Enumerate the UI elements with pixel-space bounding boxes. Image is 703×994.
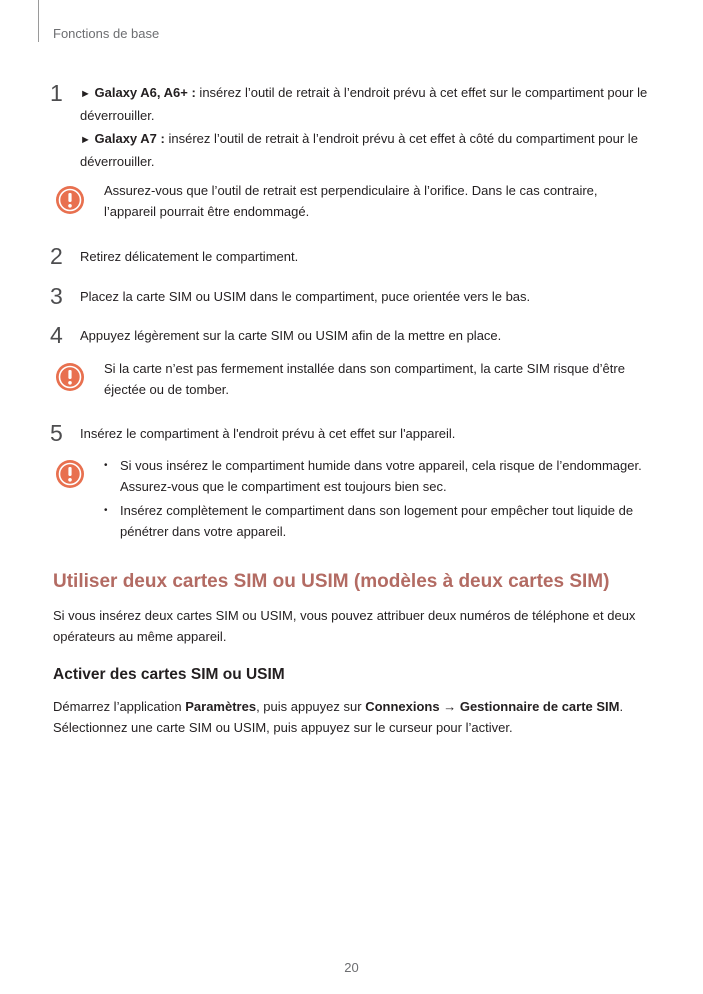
menu-connexions: Connexions	[365, 699, 440, 714]
step-number-1: 1	[50, 80, 63, 106]
paragraph-text: .	[619, 699, 624, 714]
subsection-title: Activer des cartes SIM ou USIM	[53, 666, 285, 683]
paragraph-text: Sélectionnez une carte SIM ou USIM, puis appuyez sur le curseur pour l’activer.	[53, 720, 513, 735]
bullet-text: Si vous insérez le compartiment humide dans votre appareil, cela risque de l’endommager. Assurez-vous que le compartiment est toujours bien sec.	[120, 458, 642, 494]
bullet-icon: •	[104, 460, 108, 471]
step-number-5: 5	[50, 420, 63, 446]
list-item	[104, 500, 649, 542]
bullet-text: Insérez complètement le compartiment dans son logement pour empêcher tout liquide de pénétrer dans votre appareil.	[120, 503, 634, 539]
warning-icon	[55, 459, 85, 489]
note-bullet-list	[104, 455, 649, 545]
model-label-a6: Galaxy A6, A6+ :	[94, 85, 196, 100]
warning-icon	[55, 362, 85, 392]
arrow-icon: ►	[80, 88, 91, 100]
paragraph-text: Démarrez l’application	[53, 699, 186, 714]
note-text: Assurez-vous que l’outil de retrait est perpendiculaire à l’orifice. Dans le cas contraire, l’appareil pourrait être endommagé.	[104, 183, 598, 219]
step-1-a7-instruction: insérez l’outil de retrait à l’endroit prévu à cet effet à côté du compartiment pour le déverrouiller.	[80, 131, 638, 169]
step-3-text: Placez la carte SIM ou USIM dans le compartiment, puce orientée vers le bas.	[80, 289, 531, 304]
step-number-3: 3	[50, 283, 63, 309]
list-item	[104, 455, 649, 497]
step-1-a6-instruction: insérez l’outil de retrait à l’endroit prévu à cet effet sur le compartiment pour le déverrouiller.	[80, 85, 648, 123]
header-divider	[38, 0, 39, 42]
section-intro: Si vous insérez deux cartes SIM ou USIM, vous pouvez attribuer deux numéros de téléphone et deux opérateurs au même appareil.	[53, 608, 636, 644]
arrow-icon: ►	[80, 134, 91, 146]
warning-icon	[55, 185, 85, 215]
step-number-4: 4	[50, 322, 63, 348]
step-5-text: Insérez le compartiment à l'endroit prévu à cet effet sur l'appareil.	[80, 426, 456, 441]
arrow-separator: →	[439, 699, 460, 714]
section-title: Utiliser deux cartes SIM ou USIM (modèles à deux cartes SIM)	[53, 571, 610, 592]
app-name: Paramètres	[185, 699, 257, 714]
note-text: Si la carte n’est pas fermement installée dans son compartiment, la carte SIM risque d’être éjectée ou de tomber.	[104, 361, 625, 397]
step-4-text: Appuyez légèrement sur la carte SIM ou USIM afin de la mettre en place.	[80, 328, 502, 343]
model-label-a7: Galaxy A7 :	[94, 131, 165, 146]
menu-sim-manager: Gestionnaire de carte SIM	[459, 699, 620, 714]
header-title: Fonctions de base	[53, 26, 160, 41]
step-1-galaxy-a7-text	[80, 128, 652, 172]
subsection-paragraph	[53, 696, 653, 738]
bullet-icon: •	[104, 505, 108, 516]
step-2-text: Retirez délicatement le compartiment.	[80, 249, 299, 264]
step-number-2: 2	[50, 243, 63, 269]
step-1-galaxy-a6-text	[80, 82, 652, 126]
paragraph-text: , puis appuyez sur	[256, 699, 366, 714]
page-number: 20	[344, 960, 359, 975]
